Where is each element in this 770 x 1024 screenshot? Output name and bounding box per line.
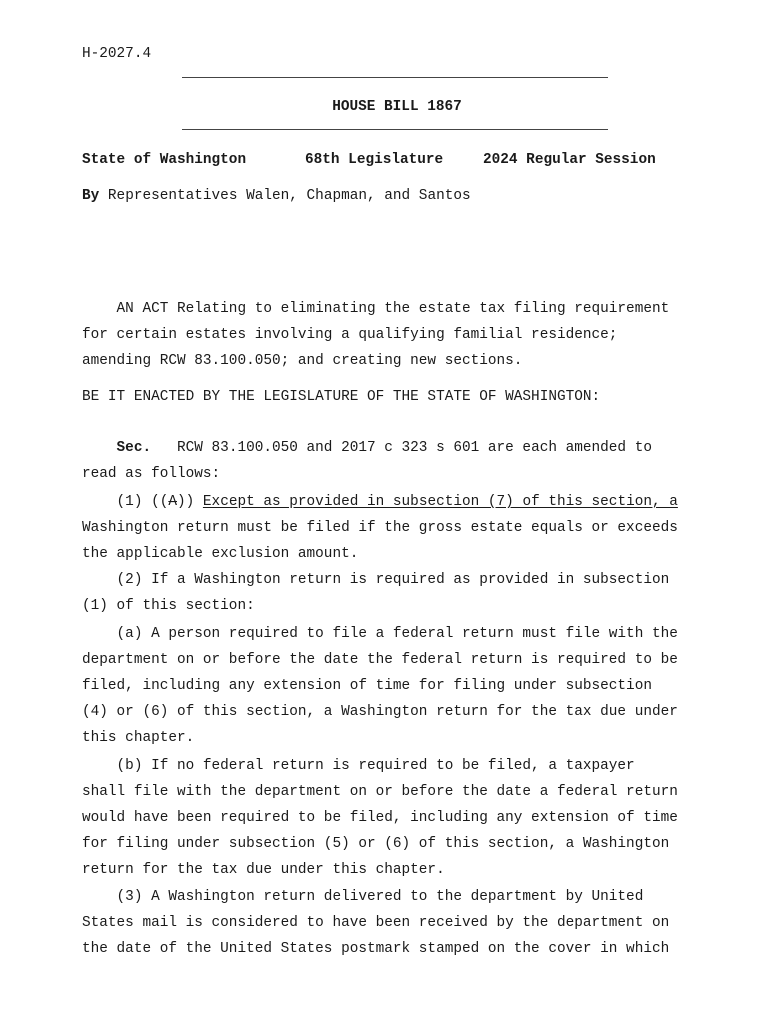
section-line: the date of the United States postmark stamped on the cover in which: [82, 941, 670, 957]
by-label: By: [82, 188, 100, 204]
legislature-number: 68th Legislature: [305, 152, 444, 168]
section-line: would have been required to be filed, including any extension of time: [82, 810, 678, 826]
section-line: (a) A person required to file a federal return must file with the: [82, 626, 678, 642]
act-title-line: for certain estates involving a qualifying familial residence;: [82, 327, 618, 343]
session-name: 2024 Regular Session: [483, 152, 656, 168]
section-line: (b) If no federal return is required to be filed, a taxpayer: [82, 758, 635, 774]
bill-code: H-2027.4: [82, 46, 152, 62]
section-line: (2) If a Washington return is required as provided in subsection: [82, 572, 670, 588]
section-line: for filing under subsection (5) or (6) of this section, a Washington: [82, 836, 670, 852]
section-line: (1) of this section:: [82, 598, 255, 614]
state-name: State of Washington: [82, 152, 247, 168]
title-rule-top: [182, 77, 608, 78]
enacting-clause: BE IT ENACTED BY THE LEGISLATURE OF THE STATE OF WASHINGTON:: [82, 389, 601, 405]
section-line: (3) A Washington return delivered to the department by United: [82, 889, 644, 905]
section-line: department on or before the date the federal return is required to be: [82, 652, 678, 668]
section-label: Sec.: [116, 440, 152, 456]
sub1-mid: )): [177, 494, 203, 510]
title-rule-bottom: [182, 129, 608, 130]
section-line: Washington return must be filed if the gross estate equals or exceeds: [82, 520, 678, 536]
subsection-1-first-line: [82, 494, 678, 511]
sub1-prefix: (1) ((: [82, 494, 169, 510]
section-line: the applicable exclusion amount.: [82, 546, 359, 562]
section-line: read as follows:: [82, 466, 221, 482]
inserted-text: Except as provided in subsection (7) of this section, a: [202, 494, 678, 510]
sponsors: Representatives Walen, Chapman, and Santos: [107, 188, 471, 204]
deleted-text: A: [168, 494, 177, 510]
section-line: shall file with the department on or before the date a federal return: [82, 784, 678, 800]
section-heading: [82, 440, 652, 457]
section-line: return for the tax due under this chapter.: [82, 862, 445, 878]
section-line: this chapter.: [82, 730, 195, 746]
sponsor-line: [82, 188, 471, 205]
section-line: (4) or (6) of this section, a Washington return for the tax due under: [82, 704, 678, 720]
act-title-line: amending RCW 83.100.050; and creating new sections.: [82, 353, 523, 369]
section-heading-text: RCW 83.100.050 and 2017 c 323 s 601 are each amended to: [151, 440, 652, 456]
act-title-line: AN ACT Relating to eliminating the estate tax filing requirement: [82, 301, 670, 317]
bill-title: HOUSE BILL 1867: [332, 99, 462, 115]
section-line: filed, including any extension of time for filing under subsection: [82, 678, 652, 694]
section-line: States mail is considered to have been received by the department on: [82, 915, 670, 931]
